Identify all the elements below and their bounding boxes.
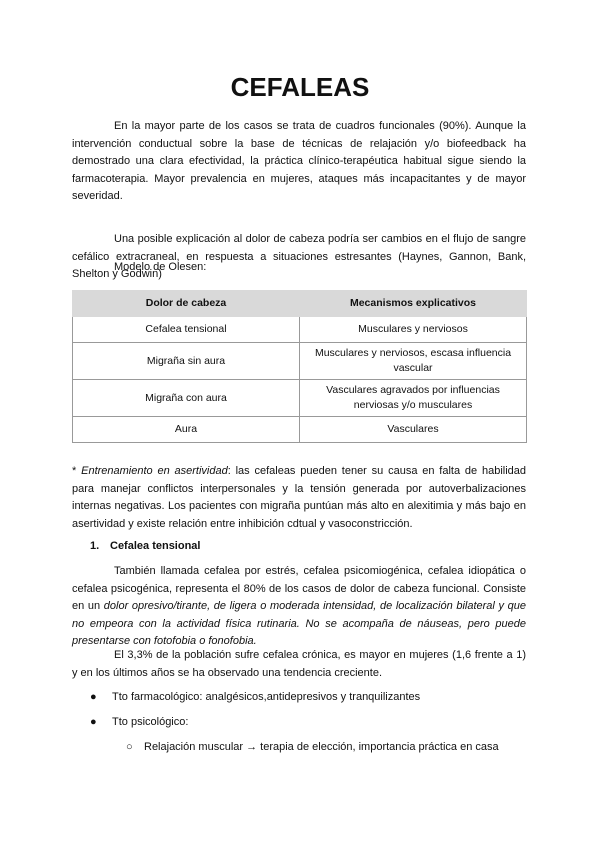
intro-paragraph: En la mayor parte de los casos se trata de cuadros funcionales (90%). Aunque la intervención conductual sobre la base de técnicas de relajación y/o biofeedback ha demostrado una clara efectividad, la práctica clínico-terapéutica habitual sigue siendo la farmacoterapia. Mayor prevalencia en mujeres, ataques más incapacitantes y de mayor severidad. (72, 120, 526, 202)
table-cell: Migraña con aura (73, 380, 300, 417)
bullet-icon: ● (90, 691, 97, 703)
sub-bullet-text: Relajación muscular → terapia de elección, importancia práctica en casa (144, 741, 499, 753)
bullet-item (90, 689, 420, 707)
table-cell: Musculares y nerviosos (300, 317, 527, 343)
prevalence-paragraph: El 3,3% de la población sufre cefalea crónica, es mayor en mujeres (1,6 frente a 1) y en los últimos años se ha observado una tendencia creciente. (72, 649, 526, 679)
olesen-model-table (72, 290, 527, 443)
column-header: Mecanismos explicativos (300, 291, 527, 317)
table-cell: Cefalea tensional (73, 317, 300, 343)
table-row (73, 317, 527, 343)
bullet-item (90, 714, 188, 732)
table-cell: Vasculares agravados por influencias nerviosas y/o musculares (300, 380, 527, 417)
hollow-bullet-icon: ○ (126, 741, 133, 753)
table-cell: Vasculares (300, 417, 527, 443)
table-cell: Aura (73, 417, 300, 443)
description-italic: dolor opresivo/tirante, de ligera o moderada intensidad, de localización bilateral y que no empeora con la actividad física rutinaria. No se acompaña de náuseas, pero puede presentarse con fotofobia o fonofobia. (72, 600, 526, 647)
section-heading (90, 538, 200, 556)
table-cell: Migraña sin aura (73, 343, 300, 380)
bullet-text: Tto psicológico: (112, 716, 189, 728)
description-text: También llamada cefalea por estrés, cefalea psicomiogénica, cefalea idiopática o cefalea psicogénica, representa el 80% de los casos de dolor de cabeza funcional. Consiste en un (72, 565, 526, 612)
page-title: CEFALEAS (230, 72, 370, 102)
note-text: : las cefaleas pueden tener su causa en falta de habilidad para manejar conflictos interpersonales y la tensión generada por autoverbalizaciones internas negativas. Los pacientes con migraña puntúan más alto en alexitimia y más bajo en asertividad y existe relación entre inhibición cdtual y vasoconstricción. (72, 465, 527, 530)
assertiveness-note (72, 463, 526, 533)
tension-description (72, 563, 526, 651)
model-label: Modelo de Olesen: (114, 261, 207, 273)
sub-bullet-item (126, 739, 499, 757)
table-row (73, 380, 527, 417)
table-row (73, 417, 527, 443)
section-number: 1. (90, 540, 100, 552)
note-term: Entrenamiento en asertividad (81, 465, 228, 477)
bullet-text: Tto farmacológico: analgésicos,antidepresivos y tranquilizantes (112, 691, 421, 703)
column-header: Dolor de cabeza (73, 291, 300, 317)
table-row (73, 343, 527, 380)
note-asterisk: * (72, 465, 82, 477)
section-title: Cefalea tensional (110, 540, 201, 552)
explanation-paragraph: Una posible explicación al dolor de cabeza podría ser cambios en el flujo de sangre cefálico extracraneal, en respuesta a situaciones estresantes (Haynes, Gannon, Bank, Shelton y Godwin) (72, 233, 526, 280)
table-header-row (73, 291, 527, 317)
bullet-icon: ● (90, 716, 97, 728)
table-cell: Musculares y nerviosos, escasa influencia vascular (300, 343, 527, 380)
